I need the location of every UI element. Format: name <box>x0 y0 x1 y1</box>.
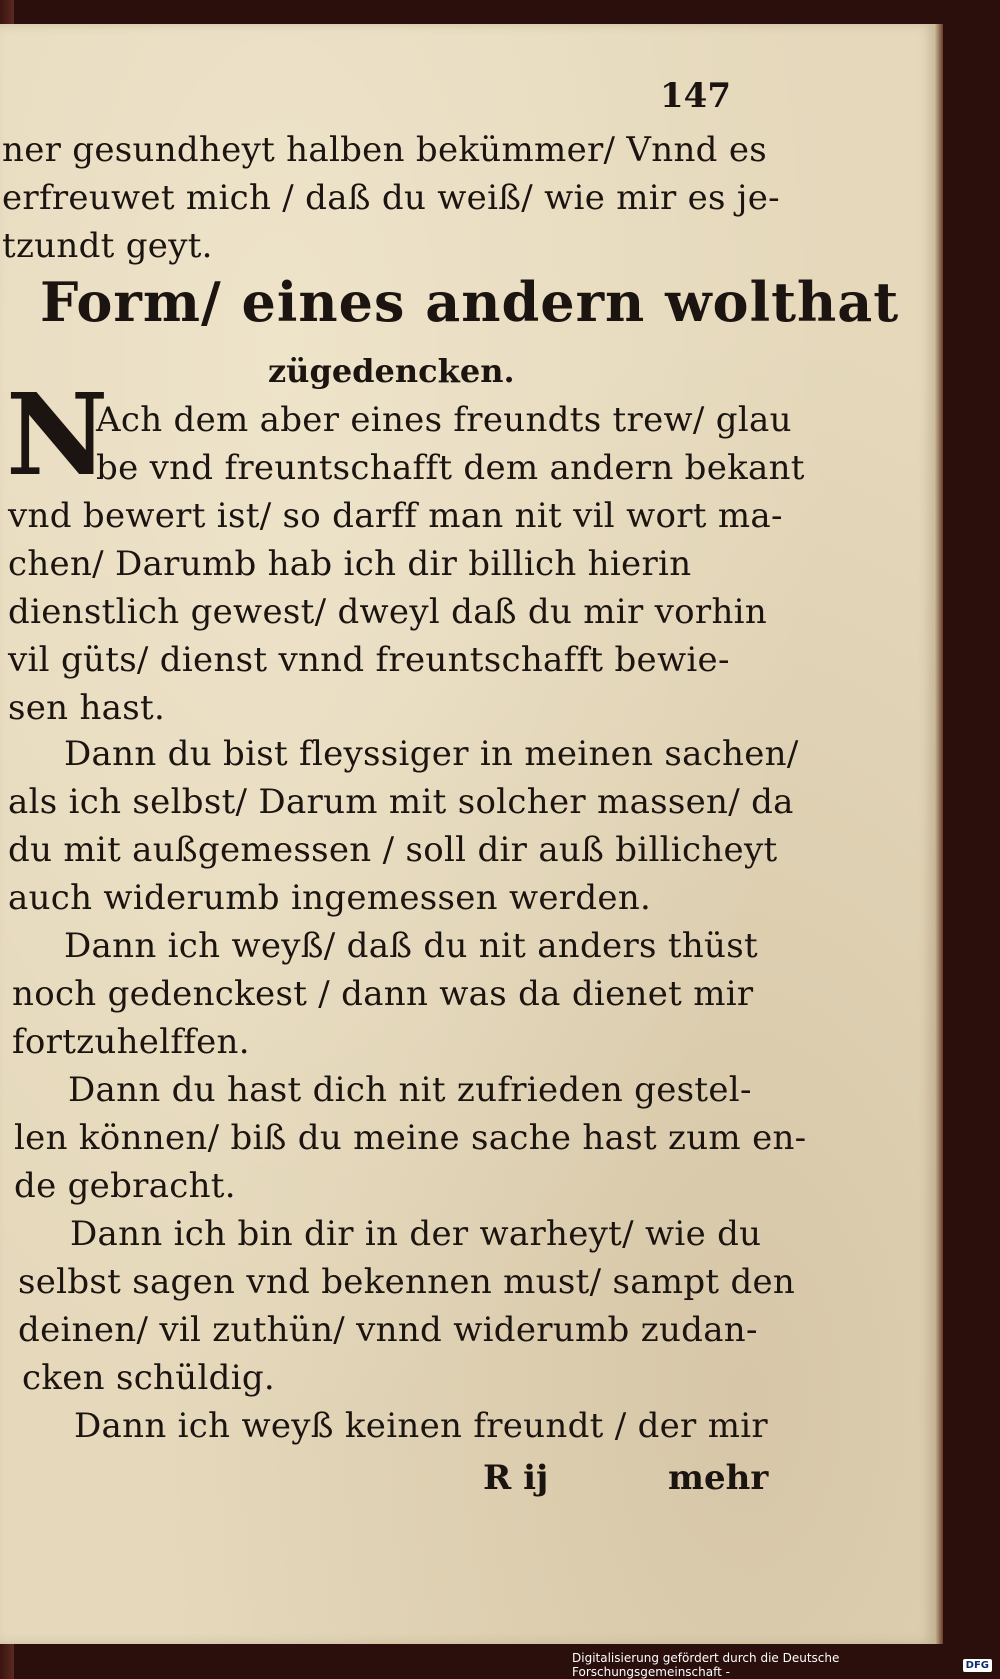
text-line: Dann ich weyß keinen freundt / der mir <box>74 1406 768 1446</box>
text-line: du mit außgemessen / soll dir auß billicheyt <box>8 830 778 870</box>
text-line: Ach dem aber eines freundts trew/ glau <box>96 400 792 440</box>
text-line: fortzuhelffen. <box>12 1022 250 1062</box>
text-line: Dann ich bin dir in der warheyt/ wie du <box>70 1214 762 1254</box>
text-line: Dann du hast dich nit zufrieden gestel- <box>68 1070 752 1110</box>
credit-text: Digitalisierung gefördert durch die Deutsche Forschungsgemeinschaft - <box>572 1651 840 1679</box>
text-line: sen hast. <box>8 688 166 728</box>
text-line: erfreuwet mich / daß du weiß/ wie mir es je- <box>2 178 780 218</box>
text-line: de gebracht. <box>14 1166 236 1206</box>
text-line: noch gedenckest / dann was da dienet mir <box>12 974 754 1014</box>
text-line: vil güts/ dienst vnnd freuntschafft bewie- <box>8 640 730 680</box>
text-line: vnd bewert ist/ so darff man nit vil wort ma- <box>8 496 783 536</box>
digitization-credit <box>572 1651 992 1679</box>
drop-cap: N <box>6 370 109 501</box>
text-line: len können/ biß du meine sache hast zum en- <box>14 1118 807 1158</box>
page-edge <box>935 24 943 1644</box>
text-line: be vnd freuntschafft dem andern bekant <box>96 448 805 488</box>
text-line: Dann du bist fleyssiger in meinen sachen/ <box>64 734 799 774</box>
text-line: dienstlich gewest/ dweyl daß du mir vorhin <box>8 592 768 632</box>
dfg-logo: DFG <box>963 1659 992 1672</box>
page-number: 147 <box>660 76 731 116</box>
section-heading: Form/ eines andern wolthat <box>40 270 900 334</box>
text-line: cken schüldig. <box>22 1358 276 1398</box>
text-line: deinen/ vil zuthün/ vnnd widerumb zudan- <box>18 1310 758 1350</box>
signature-mark: R ij <box>483 1458 549 1498</box>
text-line: auch widerumb ingemessen werden. <box>8 878 652 918</box>
text-line: Dann ich weyß/ daß du nit anders thüst <box>64 926 758 966</box>
catchword: mehr <box>668 1458 769 1498</box>
text-line: selbst sagen vnd bekennen must/ sampt den <box>18 1262 796 1302</box>
text-line: als ich selbst/ Darum mit solcher massen/ da <box>8 782 794 822</box>
text-line: tzundt geyt. <box>2 226 213 266</box>
section-subheading: zügedencken. <box>268 352 515 390</box>
text-line: chen/ Darumb hab ich dir billich hierin <box>8 544 692 584</box>
text-line: ner gesundheyt halben bekümmer/ Vnnd es <box>2 130 767 170</box>
